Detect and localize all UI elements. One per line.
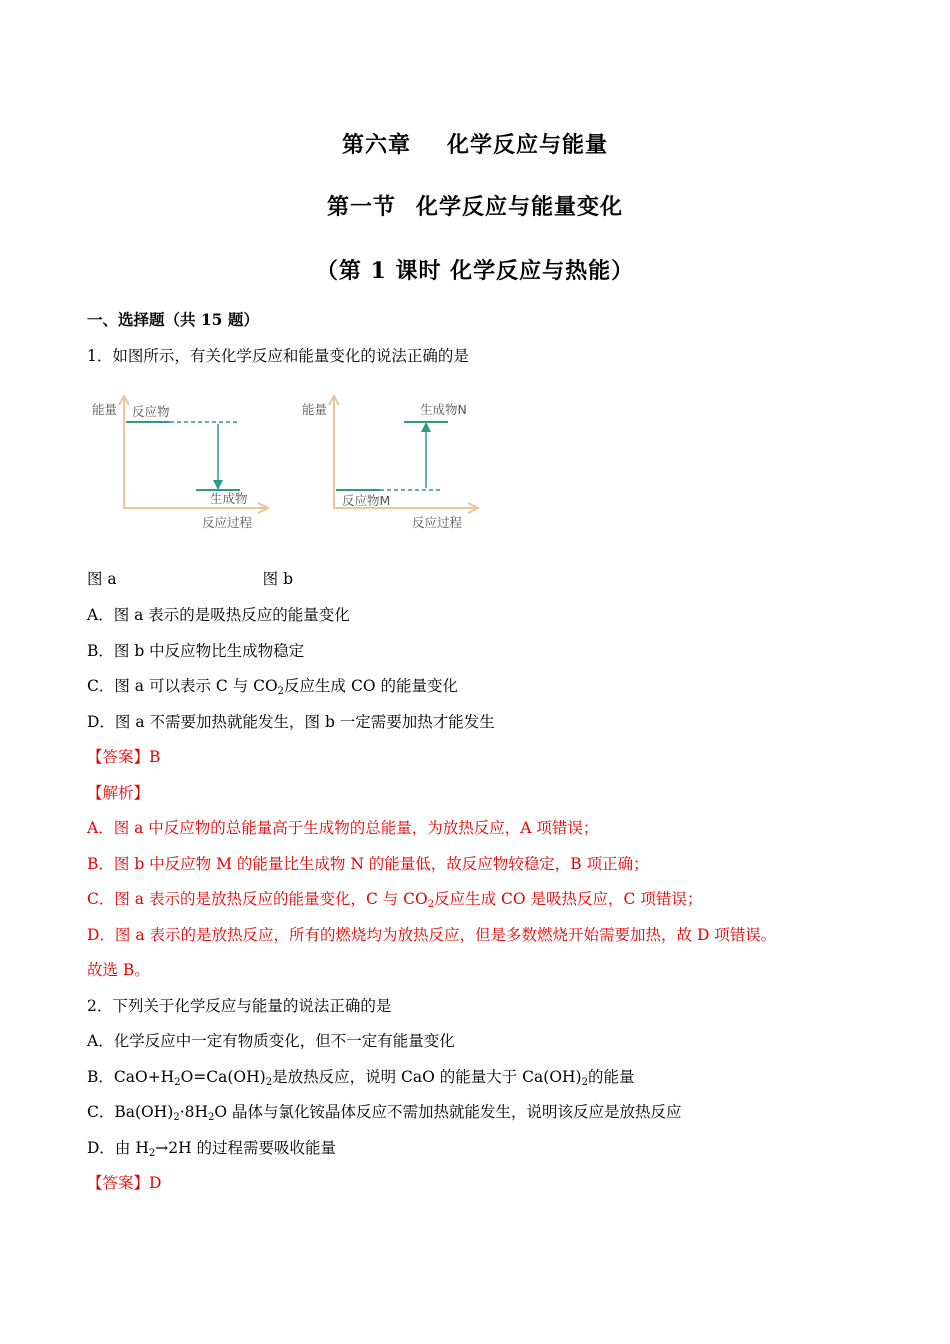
q1-conclusion: 故选 B。 (87, 961, 150, 979)
q1-option-b: B．图 b 中反应物比生成物稳定 (87, 642, 305, 660)
part-heading: 一、选择题（共 15 题） (87, 310, 259, 329)
q1-stem: 1．如图所示，有关化学反应和能量变化的说法正确的是 (87, 347, 469, 365)
q1-explanation-d: D．图 a 表示的是放热反应，所有的燃烧均为放热反应，但是多数燃烧开始需要加热，故 D 项错误。 (87, 926, 777, 944)
answer-value: B (149, 748, 161, 766)
answer-tag: 【答案】 (87, 1174, 150, 1192)
q2-option-c: C．$Ba(OH)_2\cdot 8H_2O$ 晶体与氯化铵晶体反应不需加热就能发生，说明该反应是放热反应 (87, 1103, 682, 1123)
figure-captions (87, 569, 293, 589)
figure-b-top-label: 生成物N (420, 402, 467, 417)
q2-option-d: D．由 $H_2\to 2H$ 的过程需要吸收能量 (87, 1139, 337, 1159)
q1-explanation-a: A．图 a 中反应物的总能量高于生成物的总能量，为放热反应，A 项错误； (87, 819, 599, 837)
figure-a-top-label: 反应物 (132, 404, 170, 419)
figure-a (88, 390, 278, 540)
q2-option-b: B．$CaO+H_2O=Ca(OH)_2$是放热反应，说明 CaO 的能量大于 $Ca(OH)_2$的能量 (87, 1068, 635, 1088)
figure-a-y-label: 能量 (92, 402, 118, 417)
chapter-name: 化学反应与能量 (447, 132, 609, 158)
section-name: 化学反应与能量变化 (416, 194, 624, 220)
chapter-number: 第六章 (341, 132, 411, 158)
answer-value: D (149, 1174, 162, 1192)
answer-tag: 【答案】 (87, 748, 150, 766)
caption-a: 图 a (87, 570, 117, 588)
figure-b (298, 390, 488, 540)
q1-option-a: A．图 a 表示的是吸热反应的能量变化 (87, 606, 350, 624)
q1-analysis-tag: 【解析】 (87, 784, 150, 802)
caption-b: 图 b (262, 570, 294, 588)
q1-option-c: C．图 a 可以表示 C 与 $CO_2$反应生成 CO 的能量变化 (87, 677, 458, 697)
q2-option-a: A．化学反应中一定有物质变化，但不一定有能量变化 (87, 1032, 455, 1050)
figure-b-bottom-label: 反应物M (342, 493, 391, 508)
figure-b-y-label: 能量 (302, 402, 328, 417)
q2-answer (87, 1173, 161, 1193)
figure-b-x-label: 反应过程 (412, 515, 463, 530)
figure-a-x-label: 反应过程 (202, 515, 253, 530)
figure-b-arrowhead (421, 422, 431, 432)
q2-stem: 2．下列关于化学反应与能量的说法正确的是 (87, 997, 392, 1015)
figure-a-arrowhead (213, 480, 223, 490)
q1-answer (87, 747, 160, 767)
section-title (0, 190, 950, 221)
chapter-title (0, 128, 950, 159)
lesson-title: （第 1 课时 化学反应与热能） (315, 258, 635, 284)
q1-option-d: D．图 a 不需要加热就能发生，图 b 一定需要加热才能发生 (87, 713, 495, 731)
section-number: 第一节 (326, 194, 396, 220)
figure-a-bottom-label: 生成物 (210, 491, 248, 506)
q1-explanation-c: C．图 a 表示的是放热反应的能量变化，C 与 $CO_2$反应生成 CO 是吸热反应，C 项错误； (87, 890, 703, 910)
q1-explanation-b: B．图 b 中反应物 M 的能量比生成物 N 的能量低，故反应物较稳定，B 项正确； (87, 855, 649, 873)
